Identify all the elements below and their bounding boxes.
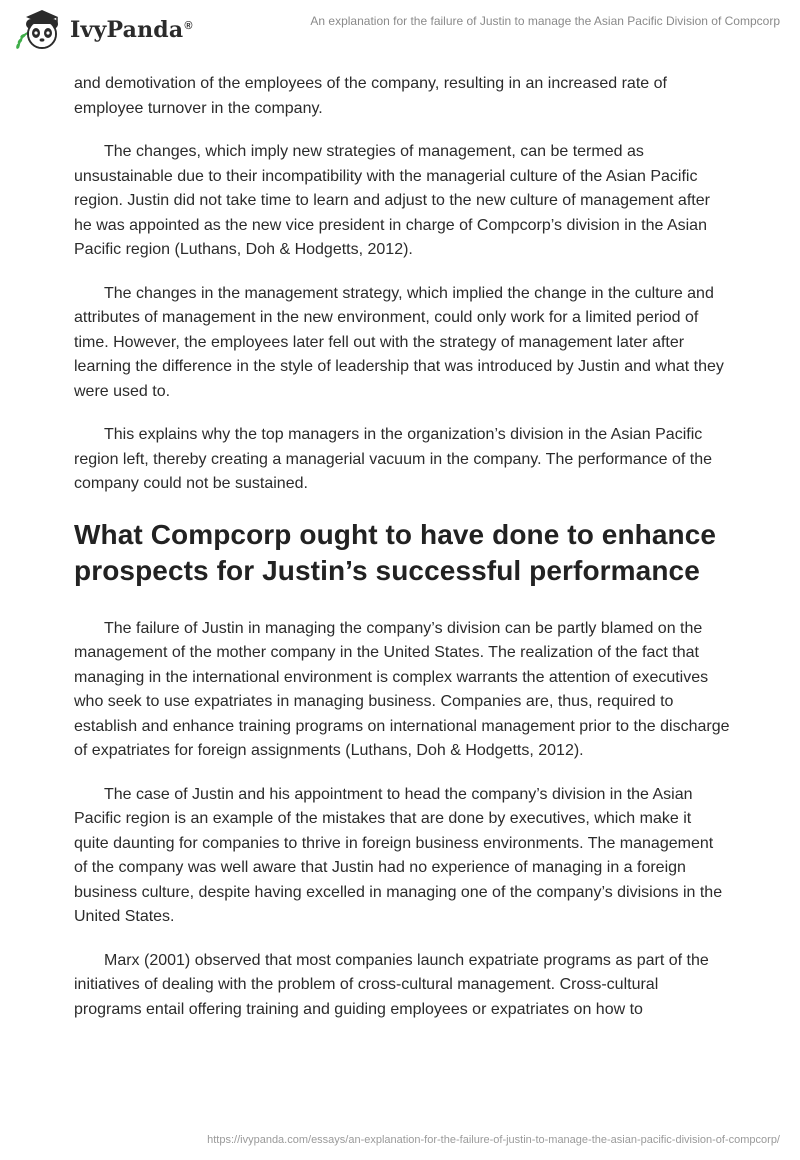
essay-body xyxy=(74,72,730,1041)
panda-graduation-cap-icon xyxy=(14,8,62,52)
paragraph: This explains why the top managers in the organization’s division in the Asian Pacific region left, thereby creating a managerial vacuum in the company. The performance of the company could not be sustained. xyxy=(74,426,712,492)
source-url[interactable]: https://ivypanda.com/essays/an-explanation-for-the-failure-of-justin-to-manage-the-asian-pacific-division-of-compcorp/ xyxy=(207,1134,780,1146)
page-header xyxy=(0,0,800,64)
document-title: An explanation for the failure of Justin to manage the Asian Pacific Division of Compcorp xyxy=(310,14,780,28)
paragraph: The changes in the management strategy, which implied the change in the culture and attributes of management in the new environment, could only work for a limited period of time. However, the employees later fell out with the strategy of management later after learning the difference in the style of leadership that was introduced by Justin and what they were used to. xyxy=(74,284,724,400)
registered-mark: ® xyxy=(184,19,193,32)
paragraph: The changes, which imply new strategies of management, can be termed as unsustainable due to their incompatibility with the managerial culture of the Asian Pacific region. Justin did not take time to learn and adjust to the new culture of management after he was appointed as the new vice president in charge of Compcorp’s division in the Asian Pacific region (Luthans, Doh & Hodgetts, 2012). xyxy=(74,143,710,258)
paragraph: The failure of Justin in managing the company’s division can be partly blamed on the management of the mother company in the United States. The realization of the fact that managing in the international environment is complex warrants the attention of executives who seek to use expatriates in managing business. Companies are, thus, required to establish and enhance training programs on international management prior to the discharge of expatriates for foreign assignments (Luthans, Doh & Hodgetts, 2012). xyxy=(74,619,730,759)
section-heading: What Compcorp ought to have done to enhance prospects for Justin’s successful performance xyxy=(74,518,717,586)
paragraph: and demotivation of the employees of the company, resulting in an increased rate of employee turnover in the company. xyxy=(74,75,667,117)
paragraph: The case of Justin and his appointment to head the company’s division in the Asian Pacific region is an example of the mistakes that are done by executives, which make it quite daunting for companies to thrive in foreign business environments. The management of the company was well aware that Justin had no experience of managing in a foreign business culture, despite having excelled in managing one of the company’s divisions in the United States. xyxy=(74,785,723,925)
paragraph: Marx (2001) observed that most companies launch expatriate programs as part of the initiatives of dealing with the problem of cross-cultural management. Cross-cultural programs entail offering training and guiding employees or expatriates on how to xyxy=(74,951,709,1018)
logo-wordmark: IvyPanda® xyxy=(70,17,193,43)
ivypanda-logo[interactable] xyxy=(14,8,193,52)
